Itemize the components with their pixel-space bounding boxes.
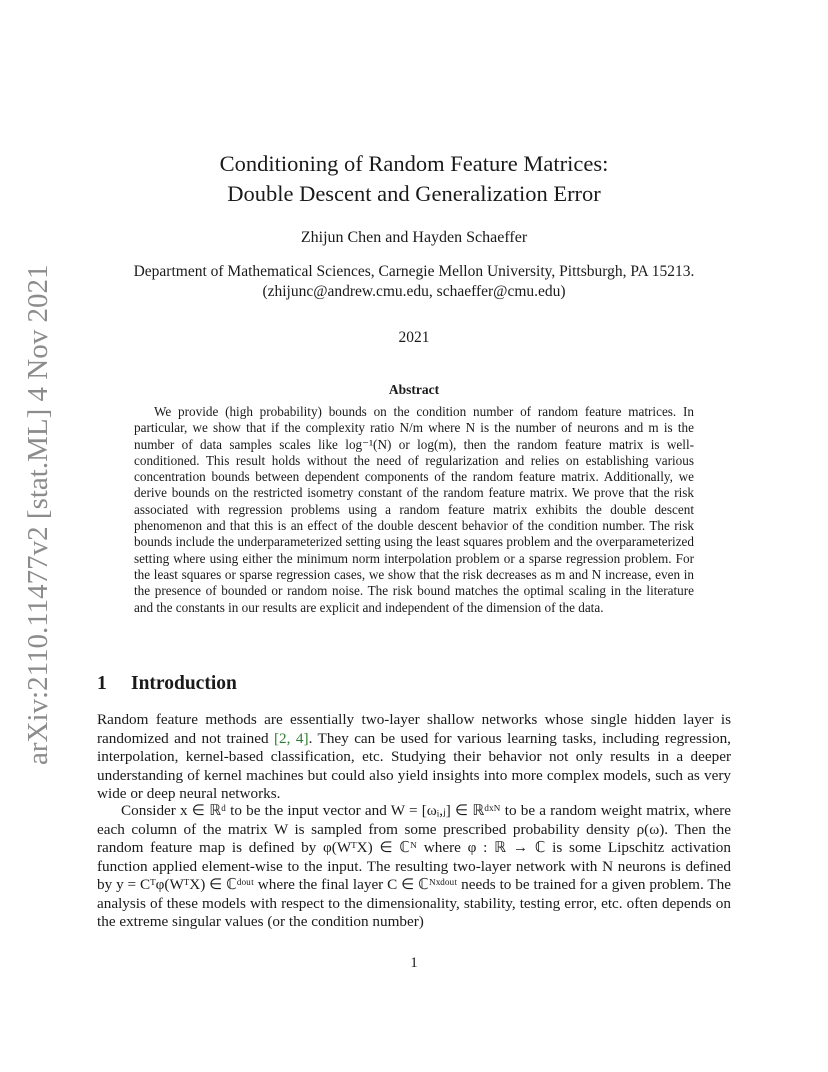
authors: Zhijun Chen and Hayden Schaeffer bbox=[300, 229, 528, 246]
affiliation bbox=[70, 262, 758, 302]
paragraph-1-text-b: . They can be used for various learning tasks, including regression, interpolation, kernel-based classification, etc. Studying their behavior not only results in a deeper understanding of kernel machines but could also yield insights into more complex models, such as very wide or deep neural networks. bbox=[97, 729, 731, 802]
title-line-2: Double Descent and Generalization Error bbox=[227, 181, 601, 206]
date: 2021 bbox=[398, 329, 430, 346]
title-line-1: Conditioning of Random Feature Matrices: bbox=[219, 151, 609, 176]
citation-link[interactable]: [2, 4] bbox=[274, 729, 309, 747]
intro-paragraph-1 bbox=[97, 711, 731, 804]
page-number: 1 bbox=[410, 955, 418, 971]
affiliation-emails: (zhijunc@andrew.cmu.edu, schaeffer@cmu.edu) bbox=[262, 283, 566, 300]
paper-title bbox=[100, 149, 728, 209]
section-number: 1 bbox=[97, 673, 107, 694]
section-heading bbox=[97, 673, 237, 695]
section-title: Introduction bbox=[131, 673, 237, 694]
affiliation-line-1: Department of Mathematical Sciences, Carnegie Mellon University, Pittsburgh, PA 15213. bbox=[133, 263, 695, 280]
paragraph-1-text-a: Random feature methods are essentially two-layer shallow networks whose single hidden layer is randomized and not trained bbox=[97, 711, 731, 747]
abstract-heading: Abstract bbox=[388, 382, 440, 397]
abstract-text: We provide (high probability) bounds on the condition number of random feature matrices. In particular, we show that if the complexity ratio N/m where N is the number of neurons and m is the number of data samples scales like log⁻¹(N) or log(m), then the random feature matrix is well-conditioned. This result holds without the need of regularization and relies on establishing various concentration bounds between dependent components of the random feature matrix. Additionally, we derive bounds on the restricted isometry constant of the random feature matrix. We prove that the risk associated with regression problems using a random feature matrix exhibits the double descent phenomenon and that this is an effect of the double descent behavior of the condition number. The risk bounds include the underparameterized setting using the least squares problem and the overparameterized setting where using either the minimum norm interpolation problem or a sparse regression problem. For the least squares or sparse regression cases, we show that the risk decreases as m and N increase, even in the presence of bounded or random noise. The risk bound matches the optimal scaling in the literature and the constants in our results are explicit and independent of the dimension of the data. bbox=[134, 404, 694, 615]
arxiv-watermark: arXiv:2110.11477v2 [stat.ML] 4 Nov 2021 bbox=[22, 264, 54, 765]
intro-paragraph-2: Consider x ∈ ℝᵈ to be the input vector and W = [ωᵢ,ⱼ] ∈ ℝᵈˣᴺ to be a random weight matrix, where each column of the matrix W is sampled from some prescribed probability density ρ(ω). Then the random feature map is defined by φ(WᵀX) ∈ ℂᴺ where φ : ℝ → ℂ is some Lipschitz activation function applied element-wise to the input. The resulting two-layer network with N neurons is defined by y = Cᵀφ(WᵀX) ∈ ℂᵈᵒᵘᵗ where the final layer C ∈ ℂᴺˣᵈᵒᵘᵗ needs to be trained for a given problem. The analysis of these models with respect to the dimensionality, stability, testing error, etc. often depends on the extreme singular values (or the condition number) bbox=[97, 802, 731, 930]
